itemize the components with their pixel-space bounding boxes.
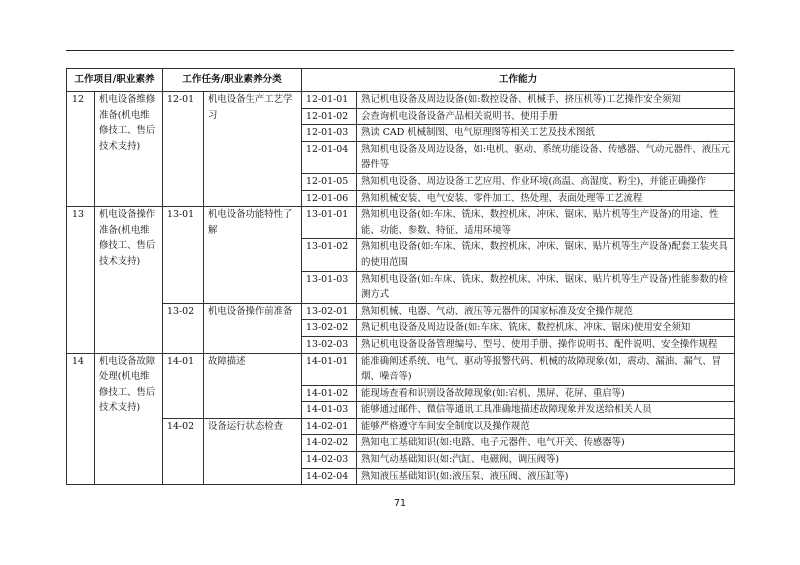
task-code: 14-01 — [163, 353, 204, 418]
task-name: 机电设备操作前准备 — [204, 303, 302, 353]
ability-code: 14-02-01 — [302, 418, 357, 435]
ability-code: 12-01-03 — [302, 125, 357, 142]
header-ability: 工作能力 — [302, 69, 735, 92]
project-number: 12 — [67, 92, 95, 207]
project-name: 机电设备维修准备(机电维修技工、售后技术支持) — [95, 92, 163, 207]
ability-text: 会查询机电设备设备产品相关说明书、使用手册 — [357, 108, 735, 125]
ability-code: 14-01-03 — [302, 402, 357, 419]
table-row — [67, 303, 735, 320]
task-name: 机电设备生产工艺学习 — [204, 92, 302, 207]
ability-code: 13-01-02 — [302, 239, 357, 271]
ability-table — [66, 68, 735, 485]
ability-code: 13-02-03 — [302, 336, 357, 353]
project-number: 13 — [67, 207, 95, 353]
ability-text: 熟知电工基础知识(如:电路、电子元器件、电气开关、传感器等) — [357, 435, 735, 452]
header-rule — [66, 50, 734, 51]
ability-text: 熟知机电设备及周边设备，如:电机、驱动、系统功能设备、传感器、气动元器件、液压元器件等 — [357, 141, 735, 173]
task-code: 12-01 — [163, 92, 204, 207]
ability-text: 熟知机电设备、周边设备工艺应用、作业环境(高温、高湿度、粉尘)，并能正确操作 — [357, 173, 735, 190]
task-name: 故障描述 — [204, 353, 302, 418]
task-name: 设备运行状态检查 — [204, 418, 302, 484]
task-code: 13-01 — [163, 207, 204, 304]
ability-text: 熟知机电设备(如:车床、铣床、数控机床、冲床、锯床、贴片机等生产设备)的用途、性能、功能、参数、特征、适用环境等 — [357, 207, 735, 239]
ability-text: 能现场查看和识别设备故障现象(如:宕机、黑屏、花屏、重启等) — [357, 385, 735, 402]
ability-text: 能够通过邮件、微信等通讯工具准确地描述故障现象并发送给相关人员 — [357, 402, 735, 419]
ability-code: 13-02-01 — [302, 303, 357, 320]
ability-text: 熟知机电设备(如:车床、铣床、数控机床、冲床、锯床、贴片机等生产设备)性能参数的检测方式 — [357, 271, 735, 303]
task-name: 机电设备功能特性了解 — [204, 207, 302, 304]
table-header-row — [67, 69, 735, 92]
ability-text: 熟知机械、电器、气动、液压等元器件的国家标准及安全操作规范 — [357, 303, 735, 320]
project-name: 机电设备操作准备(机电维修技工、售后技术支持) — [95, 207, 163, 353]
ability-code: 14-01-02 — [302, 385, 357, 402]
ability-code: 14-02-03 — [302, 452, 357, 469]
ability-code: 12-01-04 — [302, 141, 357, 173]
ability-text: 熟记机电设备及周边设备(如:数控设备、机械手、挤压机等)工艺操作安全须知 — [357, 92, 735, 109]
task-code: 13-02 — [163, 303, 204, 353]
ability-code: 12-01-01 — [302, 92, 357, 109]
ability-code: 14-02-02 — [302, 435, 357, 452]
project-number: 14 — [67, 353, 95, 485]
ability-code: 13-01-01 — [302, 207, 357, 239]
ability-text: 熟记机电设备设备管理编号、型号、使用手册、操作说明书、配件说明、安全操作规程 — [357, 336, 735, 353]
project-name: 机电设备故障处理(机电维修技工、售后技术支持) — [95, 353, 163, 485]
ability-code: 12-01-02 — [302, 108, 357, 125]
ability-text: 熟知液压基础知识(如:液压泵、液压阀、液压缸等) — [357, 468, 735, 485]
ability-text: 熟知机电设备(如:车床、铣床、数控机床、冲床、锯床、贴片机等生产设备)配套工装夹具的使用范围 — [357, 239, 735, 271]
table-row — [67, 207, 735, 239]
ability-text: 熟知机械安装、电气安装、零件加工、热处理、表面处理等工艺流程 — [357, 190, 735, 207]
header-project: 工作项目/职业素养 — [67, 69, 163, 92]
ability-code: 13-01-03 — [302, 271, 357, 303]
ability-code: 13-02-02 — [302, 320, 357, 337]
ability-code: 14-01-01 — [302, 353, 357, 385]
task-code: 14-02 — [163, 418, 204, 484]
ability-text: 熟记机电设备及周边设备(如:车床、铣床、数控机床、冲床、锯床)使用安全须知 — [357, 320, 735, 337]
table-row — [67, 418, 735, 435]
ability-text: 能准确阐述系统、电气、驱动等报警代码、机械的故障现象(如，震动、漏油、漏气、冒烟、噪音等) — [357, 353, 735, 385]
ability-code: 12-01-05 — [302, 173, 357, 190]
table-row — [67, 353, 735, 385]
ability-text: 熟读 CAD 机械制图、电气原理图等相关工艺及技术图纸 — [357, 125, 735, 142]
header-task: 工作任务/职业素养分类 — [163, 69, 302, 92]
page-number: 71 — [393, 498, 407, 509]
ability-code: 14-02-04 — [302, 468, 357, 485]
ability-text: 能够严格遵守车间安全制度以及操作规范 — [357, 418, 735, 435]
ability-code: 12-01-06 — [302, 190, 357, 207]
ability-text: 熟知气动基础知识(如:汽缸、电磁阀、调压阀等) — [357, 452, 735, 469]
table-body — [67, 92, 735, 485]
table-row — [67, 92, 735, 109]
